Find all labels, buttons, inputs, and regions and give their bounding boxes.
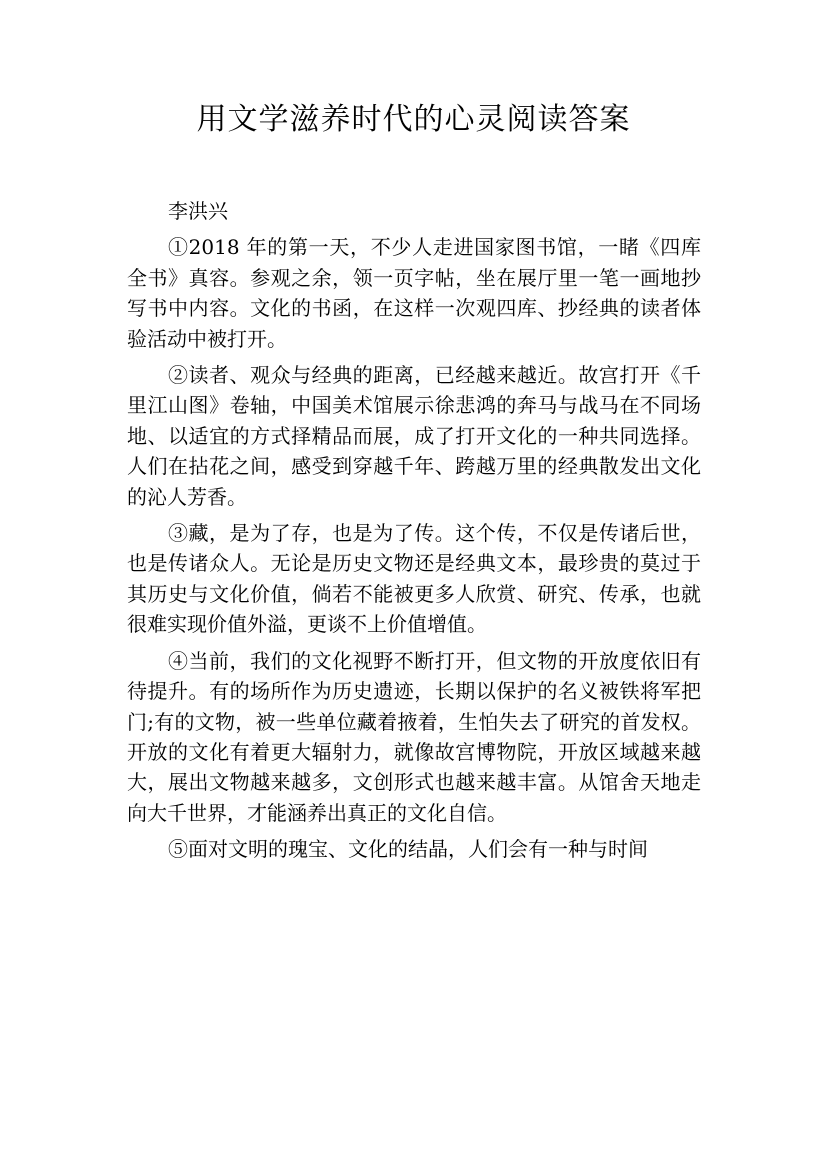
paragraph-2: ②读者、观众与经典的距离，已经越来越近。故宫打开《千里江山图》卷轴，中国美术馆展示徐悲鸿的奔马与战马在不同场地、以适宜的方式择精品而展，成了打开文化的一种共同选择。人们在拈花之间，感受到穿越千年、跨越万里的经典散发出文化的沁人芳香。 — [127, 363, 701, 509]
paragraph-4: ④当前，我们的文化视野不断打开，但文物的开放度依旧有待提升。有的场所作为历史遗迹，长期以保护的名义被铁将军把门;有的文物，被一些单位藏着掖着，生怕失去了研究的首发权。开放的文化有着更大辐射力，就像故宫博物院，开放区域越来越大，展出文物越来越多，文创形式也越来越丰富。从馆舍天地走向大千世界，才能涵养出真正的文化自信。 — [127, 648, 701, 825]
paragraph-5: ⑤面对文明的瑰宝、文化的结晶，人们会有一种与时间 — [168, 837, 648, 862]
document-title: 用文学滋养时代的心灵阅读答案 — [196, 102, 631, 137]
document-body — [127, 196, 701, 871]
paragraph-3: ③藏，是为了存，也是为了传。这个传，不仅是传诸后世，也是传诸众人。无论是历史文物还是经典文本，最珍贵的莫过于其历史与文化价值，倘若不能被更多人欣赏、研究、传承，也就很难实现价值外溢，更谈不上价值增值。 — [127, 521, 701, 637]
paragraph-1: ①2018 年的第一天，不少人走进国家图书馆，一睹《四库全书》真容。参观之余，领一页字帖，坐在展厅里一笔一画地抄写书中内容。文化的书函，在这样一次观四库、抄经典的读者体验活动中被打开。 — [127, 235, 701, 351]
author-name: 李洪兴 — [168, 199, 228, 223]
